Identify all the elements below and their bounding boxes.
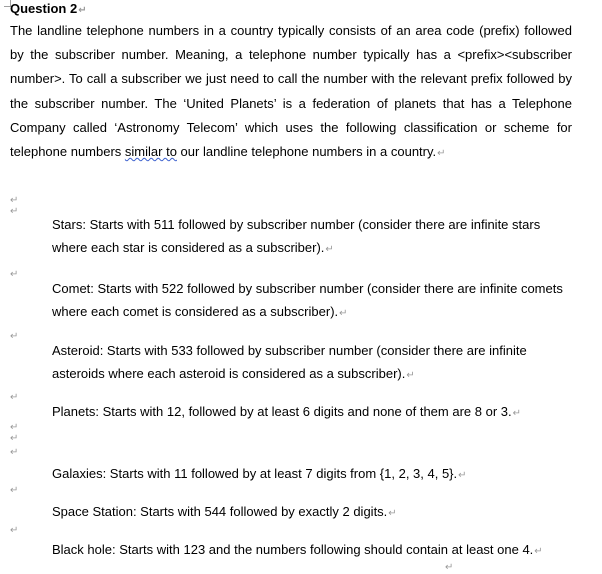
empty-paragraph-mark-icon: ↵	[10, 331, 19, 342]
list-item-black-hole	[52, 538, 572, 563]
paragraph-mark-icon: ↵	[325, 244, 334, 255]
list-item-galaxies	[52, 462, 572, 487]
empty-paragraph-mark-icon: ↵	[10, 422, 19, 433]
intro-paragraph	[10, 19, 572, 166]
empty-paragraph-mark-icon: ↵	[10, 392, 19, 403]
paragraph-mark-icon: ↵	[406, 370, 415, 381]
list-item-text: Planets: Starts with 12, followed by at least 6 digits and none of them are 8 or 3.	[52, 404, 512, 419]
intro-text: The landline telephone numbers in a country typically consists of an area code (prefix) followed by the subscriber number. Meaning, a telephone number typically has a <prefix><subscriber number>. To call a subscriber we just need to call the number with the relevant prefix followed by the subscriber number. The ‘United Planets’ is a federation of planets that has a Telephone Company called ‘Astronomy Telecom’ which uses the following classification or scheme for telephone numbers	[10, 23, 572, 160]
list-item-text: Asteroid: Starts with 533 followed by subscriber number (consider there are infinite asteroids where each asteroid is considered as a subscriber).	[52, 343, 527, 381]
paragraph-mark-icon: ↵	[534, 546, 543, 557]
empty-paragraph-mark-icon: ↵	[10, 447, 19, 458]
empty-paragraph-mark-icon: ↵	[10, 525, 19, 536]
list-item-text: Comet: Starts with 522 followed by subscriber number (consider there are infinite comets where each comet is considered as a subscriber).	[52, 281, 563, 319]
heading-text: Question 2	[10, 1, 78, 16]
list-item-text: Black hole: Starts with 123 and the numbers following should contain at least one 4.	[52, 542, 534, 557]
list-item-text: Space Station: Starts with 544 followed by exactly 2 digits.	[52, 504, 388, 519]
list-item-asteroid	[52, 339, 572, 387]
paragraph-mark-icon: ↵	[512, 408, 521, 419]
grammar-flagged-text[interactable]: similar to	[124, 144, 177, 160]
list-item-stars	[52, 213, 572, 261]
paragraph-mark-icon: ↵	[437, 148, 446, 160]
list-item-comet	[52, 277, 572, 325]
paragraph-mark-icon: ↵	[78, 5, 87, 16]
list-item-space-station	[52, 500, 572, 525]
paragraph-mark-icon: ↵	[388, 508, 397, 519]
paragraph-mark-icon: ↵	[458, 470, 467, 481]
question-heading	[10, 1, 87, 19]
empty-paragraph-mark-icon: ↵	[10, 195, 19, 206]
empty-paragraph-mark-icon: ↵	[10, 269, 19, 280]
list-item-text: Stars: Starts with 511 followed by subscriber number (consider there are infinite stars where each star is considered as a subscriber).	[52, 217, 541, 255]
list-item-planets	[52, 400, 572, 425]
empty-paragraph-mark-icon: ↵	[10, 206, 19, 217]
paragraph-mark-icon: ↵	[339, 308, 348, 319]
list-item-text: Galaxies: Starts with 11 followed by at least 7 digits from {1, 2, 3, 4, 5}.	[52, 466, 458, 481]
empty-paragraph-mark-icon: ↵	[10, 433, 19, 444]
empty-paragraph-mark-icon: ↵	[10, 485, 19, 496]
intro-text-end: our landline telephone numbers in a country.	[176, 144, 437, 160]
empty-paragraph-mark-icon: ↵	[445, 562, 454, 573]
